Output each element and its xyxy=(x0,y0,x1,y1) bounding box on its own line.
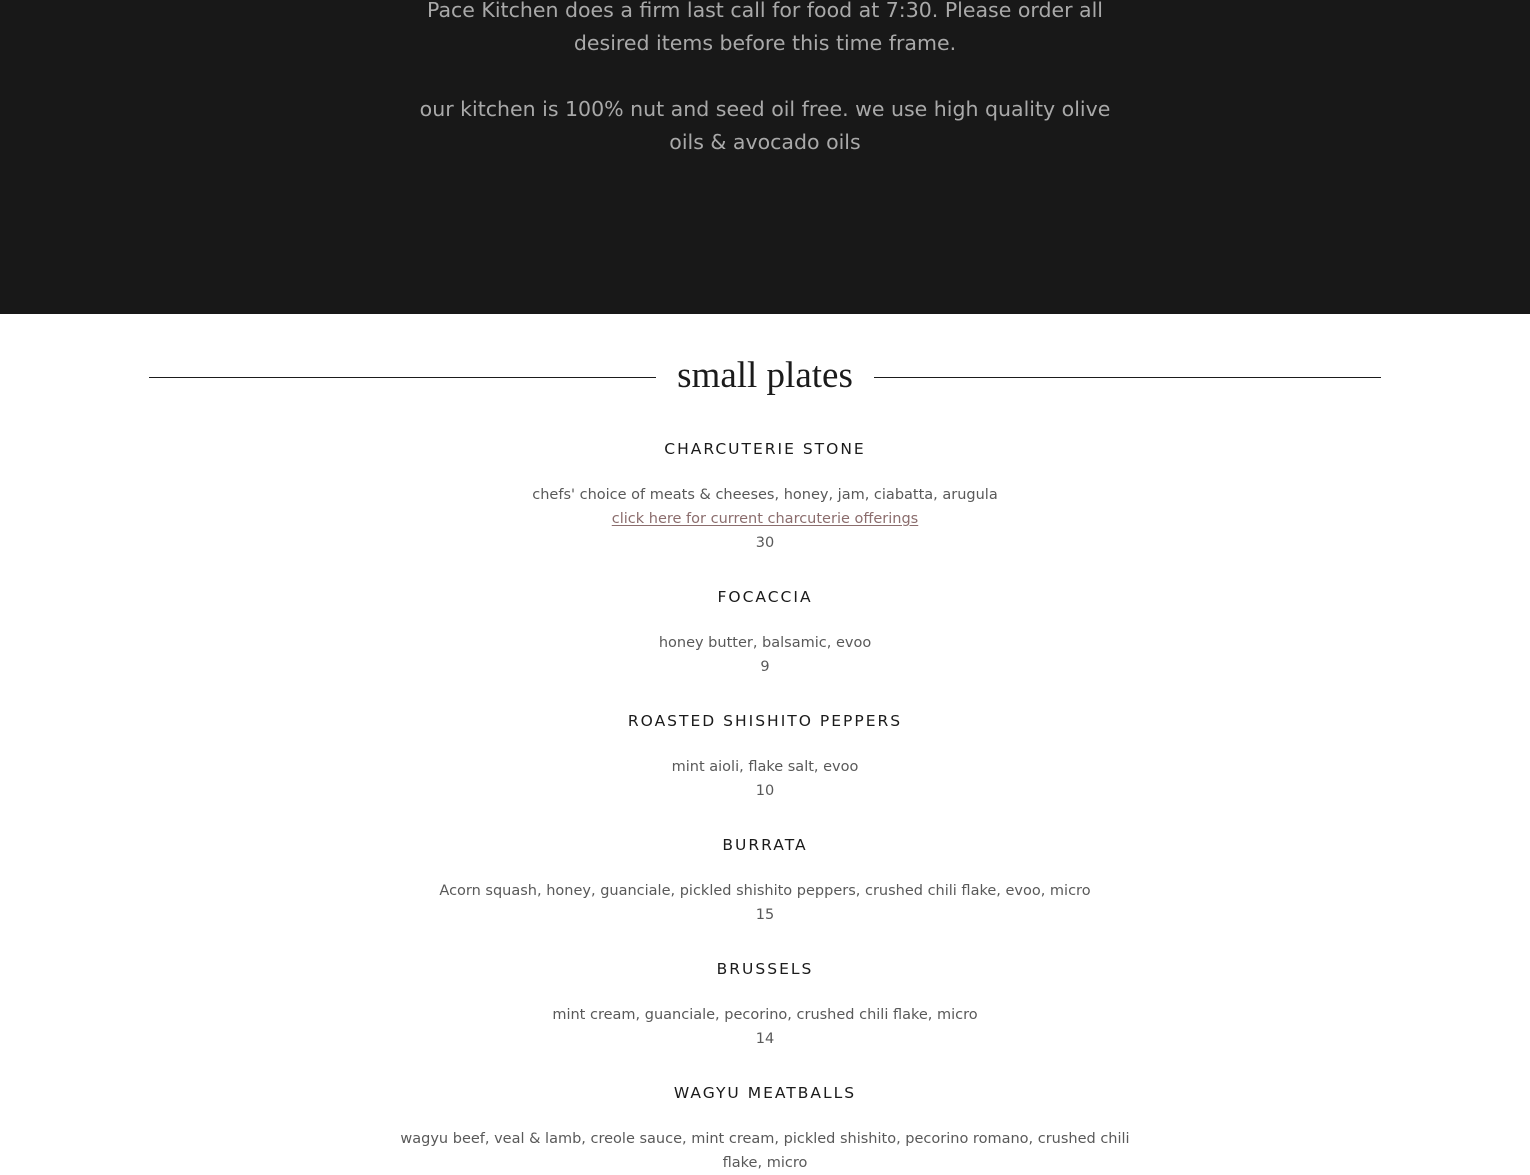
menu-item-price: 15 xyxy=(755,907,775,923)
section-heading xyxy=(0,350,1530,406)
menu-item-price: 14 xyxy=(755,1031,775,1047)
menu-item-name: WAGYU MEATBALLS xyxy=(673,1084,857,1102)
menu-item-charcuterie-stone xyxy=(0,437,1530,555)
section-title: small plates xyxy=(677,355,853,396)
menu-item-price: 10 xyxy=(755,783,775,799)
heading-rule-right xyxy=(874,377,1381,378)
menu-item-description: Acorn squash, honey, guanciale, pickled shishito peppers, crushed chili flake, evoo, micro xyxy=(439,883,1091,899)
menu-item-burrata xyxy=(0,833,1530,927)
menu-item-name: FOCACCIA xyxy=(717,588,813,606)
menu-item-price: 9 xyxy=(760,659,770,675)
menu-item-brussels xyxy=(0,957,1530,1051)
menu-item-price: 30 xyxy=(755,535,775,551)
menu-item-focaccia xyxy=(0,585,1530,679)
menu-item-description: honey butter, balsamic, evoo xyxy=(658,635,872,651)
menu-item-roasted-shishito-peppers xyxy=(0,709,1530,803)
menu-item-description-line-2: flake, micro xyxy=(722,1155,808,1171)
menu-item-name: BURRATA xyxy=(722,836,808,854)
oil-notice-line-2: oils & avocado oils xyxy=(669,130,861,154)
menu-item-name: ROASTED SHISHITO PEPPERS xyxy=(627,712,903,730)
notice-banner xyxy=(0,0,1530,314)
last-call-notice xyxy=(0,0,1530,60)
oil-notice-line-1: our kitchen is 100% nut and seed oil free. we use high quality olive xyxy=(419,97,1111,121)
menu-item-name: CHARCUTERIE STONE xyxy=(664,440,866,458)
menu-item-description: mint aioli, flake salt, evoo xyxy=(671,759,859,775)
last-call-notice-line-1: Pace Kitchen does a firm last call for food at 7:30. Please order all xyxy=(427,0,1103,22)
oil-notice xyxy=(0,93,1530,159)
charcuterie-offerings-link[interactable]: click here for current charcuterie offerings xyxy=(611,511,919,527)
last-call-notice-line-2: desired items before this time frame. xyxy=(573,31,957,55)
menu-item-name: BRUSSELS xyxy=(716,960,814,978)
menu-item-wagyu-meatballs xyxy=(0,1081,1530,1175)
menu-item-description: mint cream, guanciale, pecorino, crushed chili flake, micro xyxy=(552,1007,978,1023)
menu-item-description: chefs' choice of meats & cheeses, honey, jam, ciabatta, arugula xyxy=(532,487,998,503)
menu-item-description-line-1: wagyu beef, veal & lamb, creole sauce, mint cream, pickled shishito, pecorino romano, crushed chili xyxy=(400,1131,1130,1147)
